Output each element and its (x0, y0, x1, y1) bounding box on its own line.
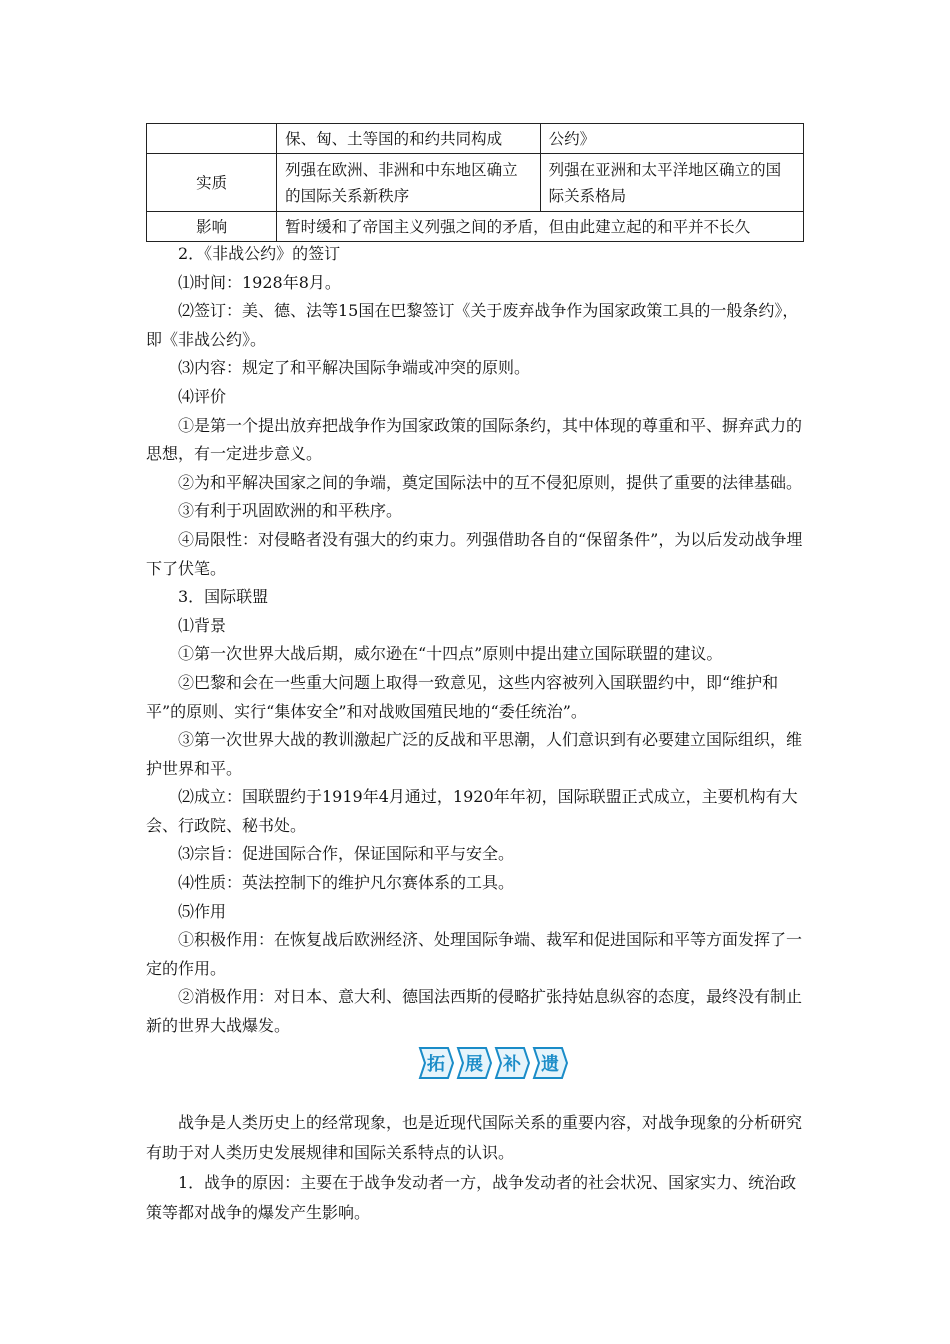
paragraph: ⑸作用 (178, 901, 227, 921)
table-row-header: 实质 (147, 154, 277, 212)
banner-char: 拓 (427, 1054, 445, 1075)
section-heading: 2．《非战公约》的签订 (178, 244, 341, 263)
paragraph: ⑷评价 (178, 386, 227, 406)
paragraph: ⑷性质：英法控制下的维护凡尔赛体系的工具。 (178, 873, 515, 893)
table-row (147, 154, 804, 212)
table-cell-left: 保、匈、土等国的和约共同构成 (277, 124, 540, 154)
banner-chip (532, 1046, 568, 1080)
paragraph: ②消极作用：对日本、意大利、德国法西斯的侵略扩张持姑息纵容的态度，最终没有制止新的世界大战爆发。 (146, 987, 803, 1036)
table-row (147, 212, 804, 242)
table-cell-left: 列强在欧洲、非洲和中东地区确立的国际关系新秩序 (277, 154, 540, 212)
table-row (147, 124, 804, 154)
section-heading: 3．国际联盟 (178, 587, 269, 607)
paragraph: ⑶宗旨：促进国际合作，保证国际和平与安全。 (178, 844, 515, 864)
paragraph: ⑶内容：规定了和平解决国际争端或冲突的原则。 (178, 358, 531, 378)
banner-chip (494, 1046, 530, 1080)
paragraph: ③第一次世界大战的教训激起广泛的反战和平思潮，人们意识到有必要建立国际组织，维护世界和平。 (146, 730, 803, 778)
banner-char: 补 (503, 1054, 521, 1075)
paragraph: 战争是人类历史上的经常现象，也是近现代国际关系的重要内容，对战争现象的分析研究有助于对人类历史发展规律和国际关系特点的认识。 (146, 1113, 803, 1162)
paragraph: ①第一次世界大战后期，威尔逊在“十四点”原则中提出建立国际联盟的建议。 (178, 644, 723, 664)
paragraph: ①是第一个提出放弃把战争作为国家政策的国际条约，其中体现的尊重和平、摒弃武力的思想，有一定进步意义。 (146, 415, 803, 464)
table-row-header (147, 124, 277, 154)
banner-char: 遗 (541, 1054, 559, 1075)
banner-chip (456, 1046, 492, 1080)
paragraph: ④局限性：对侵略者没有强大的约束力。列强借助各自的“保留条件”，为以后发动战争埋下了伏笔。 (146, 529, 803, 578)
section-banner (418, 1046, 568, 1080)
table-cell-right: 列强在亚洲和太平洋地区确立的国际关系格局 (540, 154, 803, 212)
paragraph: 1．战争的原因：主要在于战争发动者一方，战争发动者的社会状况、国家实力、统治政策等都对战争的爆发产生影响。 (146, 1173, 797, 1222)
table-row-header: 影响 (147, 212, 277, 242)
paragraph: ⑵成立：国联盟约于1919年4月通过，1920年年初，国际联盟正式成立，主要机构有大会、行政院、秘书处。 (146, 787, 798, 835)
paragraph: ②巴黎和会在一些重大问题上取得一致意见，这些内容被列入国联盟约中，即“维护和平”的原则、实行“集体安全”和对战败国殖民地的“委任统治”。 (146, 672, 779, 721)
paragraph: ③有利于巩固欧洲的和平秩序。 (178, 501, 403, 521)
comparison-table (146, 123, 804, 242)
banner-chip (418, 1046, 454, 1080)
paragraph: ⑴时间：1928年8月。 (178, 272, 341, 292)
body-text (146, 240, 806, 1041)
table-cell-merged: 暂时缓和了帝国主义列强之间的矛盾，但由此建立起的和平并不长久 (277, 212, 804, 242)
supplement-text (146, 1108, 806, 1228)
table-cell-right: 公约》 (540, 124, 803, 154)
paragraph: ⑵签订：美、德、法等15国在巴黎签订《关于废弃战争作为国家政策工具的一般条约》，即《非战公约》。 (146, 301, 799, 349)
paragraph: ⑴背景 (178, 615, 227, 635)
banner-char: 展 (465, 1054, 483, 1075)
paragraph: ②为和平解决国家之间的争端，奠定国际法中的互不侵犯原则，提供了重要的法律基础。 (178, 472, 803, 492)
paragraph: ①积极作用：在恢复战后欧洲经济、处理国际争端、裁军和促进国际和平等方面发挥了一定的作用。 (146, 930, 803, 978)
